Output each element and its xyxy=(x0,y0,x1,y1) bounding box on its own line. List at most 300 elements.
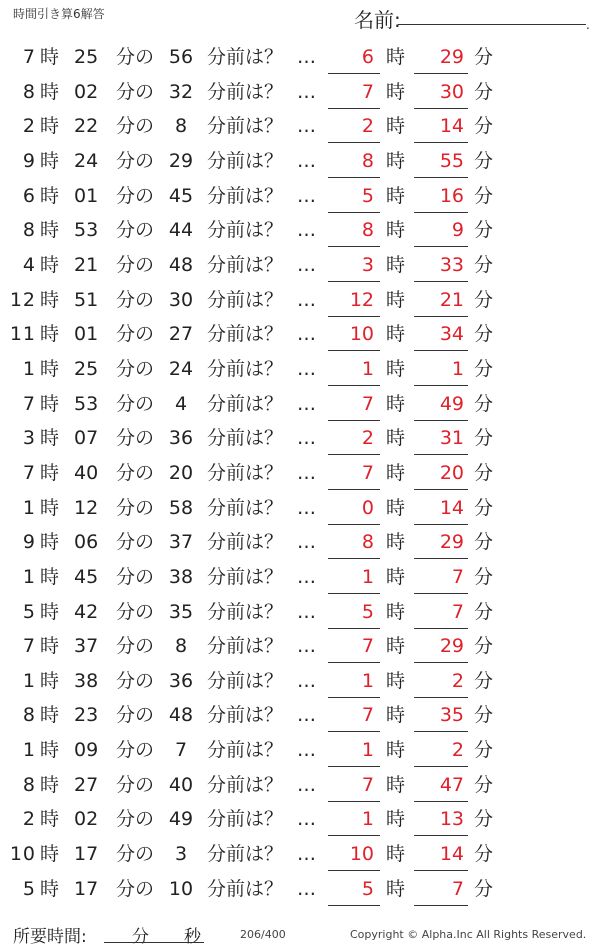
problem-minutes-before: 8 xyxy=(174,115,188,138)
minutes-before-label: 分前は？ xyxy=(207,80,284,103)
answer-hour: 6 xyxy=(361,46,374,68)
minute-of-label: 分の xyxy=(116,46,155,68)
problem-minutes-before: 58 xyxy=(168,496,194,519)
answer-minute-label: 分 xyxy=(474,46,494,68)
problem-minute: 22 xyxy=(74,115,99,138)
problem-hour: 7 xyxy=(22,635,36,658)
minute-of-label: 分の xyxy=(116,669,155,692)
answer-minute: 2 xyxy=(451,669,464,692)
answer-hour-label: 時 xyxy=(386,704,406,727)
answer-minute-label: 分 xyxy=(474,565,494,588)
problem-minutes-before: 36 xyxy=(168,427,194,450)
answer-minute: 9 xyxy=(451,219,464,242)
hour-label: 時 xyxy=(40,565,60,588)
problem-minute: 27 xyxy=(74,773,99,796)
hour-label: 時 xyxy=(40,357,60,380)
answer-minute-blank[interactable] xyxy=(414,905,468,906)
minute-of-label: 分の xyxy=(116,149,155,172)
answer-minute: 7 xyxy=(451,600,464,623)
problem-list xyxy=(0,40,600,906)
answer-hour: 1 xyxy=(361,357,374,380)
hour-label: 時 xyxy=(40,80,60,103)
answer-hour-label: 時 xyxy=(386,149,406,172)
ellipsis: … xyxy=(297,149,316,172)
answer-hour-label: 時 xyxy=(386,392,406,415)
problem-row xyxy=(0,733,600,768)
problem-hour: 8 xyxy=(22,773,36,796)
answer-hour-label: 時 xyxy=(386,843,406,866)
answer-hour: 2 xyxy=(361,427,374,450)
minutes-before-label: 分前は？ xyxy=(207,288,284,311)
problem-minute: 12 xyxy=(74,496,99,519)
minutes-before-label: 分前は？ xyxy=(207,704,284,727)
problem-minutes-before: 48 xyxy=(168,704,194,727)
ellipsis: … xyxy=(297,877,316,900)
problem-minute: 07 xyxy=(74,427,99,450)
problem-row xyxy=(0,317,600,352)
answer-hour-label: 時 xyxy=(386,496,406,519)
answer-hour-label: 時 xyxy=(386,357,406,380)
answer-hour-label: 時 xyxy=(386,46,406,68)
required-time-blank[interactable] xyxy=(104,942,204,943)
problem-minutes-before: 44 xyxy=(168,219,194,242)
problem-row xyxy=(0,698,600,733)
minute-of-label: 分の xyxy=(116,80,155,103)
hour-label: 時 xyxy=(40,843,60,866)
answer-hour: 1 xyxy=(361,808,374,831)
answer-minute: 7 xyxy=(451,877,464,900)
ellipsis: … xyxy=(297,461,316,484)
answer-hour: 8 xyxy=(361,149,374,172)
problem-minute: 45 xyxy=(74,565,99,588)
answer-hour-label: 時 xyxy=(386,877,406,900)
answer-hour-blank[interactable] xyxy=(328,905,380,906)
problem-row xyxy=(0,144,600,179)
ellipsis: … xyxy=(297,669,316,692)
minute-of-label: 分の xyxy=(116,531,155,554)
answer-hour-label: 時 xyxy=(386,600,406,623)
hour-label: 時 xyxy=(40,773,60,796)
minute-of-label: 分の xyxy=(116,496,155,519)
answer-minute: 47 xyxy=(439,773,464,796)
hour-label: 時 xyxy=(40,739,60,762)
hour-label: 時 xyxy=(40,253,60,276)
hour-label: 時 xyxy=(40,496,60,519)
problem-hour: 7 xyxy=(22,392,36,415)
problem-minute: 25 xyxy=(74,46,99,68)
problem-row xyxy=(0,248,600,283)
problem-hour: 1 xyxy=(22,496,36,519)
minute-of-label: 分の xyxy=(116,739,155,762)
required-time-label: 所要時間: xyxy=(13,927,87,947)
problem-minutes-before: 32 xyxy=(168,80,194,103)
problem-row xyxy=(0,421,600,456)
problem-minute: 53 xyxy=(74,392,99,415)
ellipsis: … xyxy=(297,531,316,554)
problem-hour: 5 xyxy=(22,600,36,623)
problem-row xyxy=(0,560,600,595)
answer-minute-label: 分 xyxy=(474,392,494,415)
answer-hour-label: 時 xyxy=(386,253,406,276)
answer-hour-label: 時 xyxy=(386,739,406,762)
problem-minute: 17 xyxy=(74,877,99,900)
answer-minute: 34 xyxy=(439,323,464,346)
required-seconds-unit: 秒 xyxy=(184,927,201,947)
problem-row xyxy=(0,387,600,422)
problem-minutes-before: 8 xyxy=(174,635,188,658)
answer-minute-label: 分 xyxy=(474,149,494,172)
problem-minutes-before: 45 xyxy=(168,184,194,207)
answer-hour-label: 時 xyxy=(386,531,406,554)
minute-of-label: 分の xyxy=(116,600,155,623)
problem-row xyxy=(0,664,600,699)
answer-minute-label: 分 xyxy=(474,600,494,623)
hour-label: 時 xyxy=(40,115,60,138)
answer-minute-label: 分 xyxy=(474,184,494,207)
problem-minute: 17 xyxy=(74,843,99,866)
footer xyxy=(0,922,600,946)
problem-minute: 24 xyxy=(74,149,99,172)
problem-minutes-before: 24 xyxy=(168,357,194,380)
answer-minute: 29 xyxy=(439,46,464,68)
ellipsis: … xyxy=(297,80,316,103)
problem-minutes-before: 3 xyxy=(174,843,188,866)
answer-minute-label: 分 xyxy=(474,80,494,103)
hour-label: 時 xyxy=(40,184,60,207)
problem-minute: 37 xyxy=(74,635,99,658)
answer-hour: 5 xyxy=(361,877,374,900)
answer-minute-label: 分 xyxy=(474,357,494,380)
minute-of-label: 分の xyxy=(116,565,155,588)
hour-label: 時 xyxy=(40,392,60,415)
problem-minutes-before: 49 xyxy=(168,808,194,831)
problem-row xyxy=(0,352,600,387)
problem-row xyxy=(0,179,600,214)
problem-hour: 7 xyxy=(22,46,36,68)
minutes-before-label: 分前は？ xyxy=(207,357,284,380)
hour-label: 時 xyxy=(40,323,60,346)
ellipsis: … xyxy=(297,253,316,276)
name-dot: . xyxy=(586,18,590,32)
problem-row xyxy=(0,629,600,664)
ellipsis: … xyxy=(297,773,316,796)
problem-minute: 06 xyxy=(74,531,99,554)
problem-hour: 6 xyxy=(22,184,36,207)
answer-minute-label: 分 xyxy=(474,115,494,138)
hour-label: 時 xyxy=(40,531,60,554)
answer-hour: 7 xyxy=(361,392,374,415)
answer-hour: 12 xyxy=(349,288,374,311)
minutes-before-label: 分前は？ xyxy=(207,877,284,900)
problem-minute: 21 xyxy=(74,253,99,276)
minute-of-label: 分の xyxy=(116,115,155,138)
problem-minutes-before: 38 xyxy=(168,565,194,588)
answer-hour-label: 時 xyxy=(386,773,406,796)
name-blank-line[interactable] xyxy=(398,24,586,25)
answer-hour: 0 xyxy=(361,496,374,519)
answer-minute-label: 分 xyxy=(474,635,494,658)
problem-hour: 9 xyxy=(22,149,36,172)
problem-minute: 51 xyxy=(74,288,99,311)
ellipsis: … xyxy=(297,184,316,207)
problem-hour: 1 xyxy=(22,669,36,692)
minutes-before-label: 分前は？ xyxy=(207,427,284,450)
ellipsis: … xyxy=(297,219,316,242)
answer-hour-label: 時 xyxy=(386,635,406,658)
ellipsis: … xyxy=(297,739,316,762)
answer-hour: 7 xyxy=(361,773,374,796)
answer-hour: 7 xyxy=(361,80,374,103)
minutes-before-label: 分前は？ xyxy=(207,669,284,692)
minutes-before-label: 分前は？ xyxy=(207,461,284,484)
answer-hour: 1 xyxy=(361,739,374,762)
answer-minute: 16 xyxy=(439,184,464,207)
problem-hour: 11 xyxy=(9,323,36,346)
minutes-before-label: 分前は？ xyxy=(207,219,284,242)
answer-hour: 3 xyxy=(361,253,374,276)
problem-row xyxy=(0,872,600,907)
ellipsis: … xyxy=(297,323,316,346)
answer-minute: 29 xyxy=(439,635,464,658)
required-minutes-unit: 分 xyxy=(132,927,149,947)
answer-hour-label: 時 xyxy=(386,323,406,346)
problem-minutes-before: 27 xyxy=(168,323,194,346)
problem-hour: 8 xyxy=(22,704,36,727)
minutes-before-label: 分前は？ xyxy=(207,496,284,519)
minutes-before-label: 分前は？ xyxy=(207,46,284,68)
problem-row xyxy=(0,75,600,110)
minutes-before-label: 分前は？ xyxy=(207,773,284,796)
hour-label: 時 xyxy=(40,461,60,484)
answer-hour-label: 時 xyxy=(386,427,406,450)
hour-label: 時 xyxy=(40,669,60,692)
problem-minutes-before: 56 xyxy=(168,46,194,68)
minutes-before-label: 分前は？ xyxy=(207,253,284,276)
ellipsis: … xyxy=(297,288,316,311)
problem-minute: 42 xyxy=(74,600,99,623)
answer-minute-label: 分 xyxy=(474,323,494,346)
answer-hour: 8 xyxy=(361,531,374,554)
problem-row xyxy=(0,525,600,560)
minutes-before-label: 分前は？ xyxy=(207,843,284,866)
problem-row xyxy=(0,802,600,837)
answer-hour-label: 時 xyxy=(386,184,406,207)
problem-row xyxy=(0,213,600,248)
minute-of-label: 分の xyxy=(116,357,155,380)
answer-hour: 10 xyxy=(349,323,374,346)
ellipsis: … xyxy=(297,427,316,450)
answer-hour-label: 時 xyxy=(386,80,406,103)
minutes-before-label: 分前は？ xyxy=(207,565,284,588)
minute-of-label: 分の xyxy=(116,704,155,727)
answer-hour: 1 xyxy=(361,669,374,692)
minutes-before-label: 分前は？ xyxy=(207,739,284,762)
answer-hour-label: 時 xyxy=(386,115,406,138)
minute-of-label: 分の xyxy=(116,184,155,207)
problem-minutes-before: 48 xyxy=(168,253,194,276)
problem-row xyxy=(0,283,600,318)
problem-minute: 01 xyxy=(74,184,99,207)
answer-minute: 31 xyxy=(439,427,464,450)
answer-minute: 14 xyxy=(439,115,464,138)
minute-of-label: 分の xyxy=(116,808,155,831)
problem-hour: 7 xyxy=(22,461,36,484)
answer-minute: 1 xyxy=(451,357,464,380)
answer-minute-label: 分 xyxy=(474,427,494,450)
answer-hour: 10 xyxy=(349,843,374,866)
answer-minute-label: 分 xyxy=(474,496,494,519)
answer-minute-label: 分 xyxy=(474,808,494,831)
ellipsis: … xyxy=(297,46,316,68)
minute-of-label: 分の xyxy=(116,427,155,450)
ellipsis: … xyxy=(297,635,316,658)
minute-of-label: 分の xyxy=(116,843,155,866)
answer-minute: 2 xyxy=(451,739,464,762)
ellipsis: … xyxy=(297,704,316,727)
answer-hour-label: 時 xyxy=(386,288,406,311)
answer-minute: 21 xyxy=(439,288,464,311)
hour-label: 時 xyxy=(40,46,60,68)
problem-hour: 1 xyxy=(22,357,36,380)
answer-minute-label: 分 xyxy=(474,739,494,762)
minute-of-label: 分の xyxy=(116,288,155,311)
minute-of-label: 分の xyxy=(116,253,155,276)
answer-minute-label: 分 xyxy=(474,843,494,866)
hour-label: 時 xyxy=(40,635,60,658)
ellipsis: … xyxy=(297,392,316,415)
minutes-before-label: 分前は？ xyxy=(207,808,284,831)
ellipsis: … xyxy=(297,808,316,831)
answer-minute-label: 分 xyxy=(474,704,494,727)
answer-hour-label: 時 xyxy=(386,669,406,692)
answer-minute-label: 分 xyxy=(474,219,494,242)
answer-hour-label: 時 xyxy=(386,808,406,831)
problem-minutes-before: 29 xyxy=(168,149,194,172)
answer-minute: 55 xyxy=(439,149,464,172)
problem-minutes-before: 30 xyxy=(168,288,194,311)
minutes-before-label: 分前は？ xyxy=(207,392,284,415)
answer-minute-label: 分 xyxy=(474,773,494,796)
minutes-before-label: 分前は？ xyxy=(207,115,284,138)
problem-row xyxy=(0,40,600,75)
problem-minutes-before: 20 xyxy=(168,461,194,484)
minute-of-label: 分の xyxy=(116,773,155,796)
ellipsis: … xyxy=(297,600,316,623)
ellipsis: … xyxy=(297,565,316,588)
problem-minute: 25 xyxy=(74,357,99,380)
hour-label: 時 xyxy=(40,808,60,831)
answer-hour-label: 時 xyxy=(386,219,406,242)
answer-minute-label: 分 xyxy=(474,669,494,692)
minutes-before-label: 分前は？ xyxy=(207,600,284,623)
problem-minutes-before: 7 xyxy=(174,739,188,762)
page-number: 206/400 xyxy=(240,928,286,941)
minutes-before-label: 分前は？ xyxy=(207,531,284,554)
problem-row xyxy=(0,456,600,491)
minutes-before-label: 分前は？ xyxy=(207,323,284,346)
minute-of-label: 分の xyxy=(116,461,155,484)
copyright: Copyright © Alpha.Inc All Rights Reserved. xyxy=(350,928,587,941)
answer-minute: 13 xyxy=(439,808,464,831)
problem-minutes-before: 37 xyxy=(168,531,194,554)
problem-minutes-before: 36 xyxy=(168,669,194,692)
problem-minutes-before: 35 xyxy=(168,600,194,623)
problem-minutes-before: 10 xyxy=(168,877,194,900)
answer-hour: 7 xyxy=(361,461,374,484)
hour-label: 時 xyxy=(40,704,60,727)
minute-of-label: 分の xyxy=(116,392,155,415)
problem-row xyxy=(0,491,600,526)
problem-minutes-before: 4 xyxy=(174,392,188,415)
answer-minute-label: 分 xyxy=(474,461,494,484)
problem-hour: 8 xyxy=(22,80,36,103)
problem-minute: 02 xyxy=(74,80,99,103)
problem-hour: 8 xyxy=(22,219,36,242)
problem-hour: 1 xyxy=(22,565,36,588)
problem-hour: 2 xyxy=(22,808,36,831)
answer-minute-label: 分 xyxy=(474,253,494,276)
answer-hour-label: 時 xyxy=(386,461,406,484)
hour-label: 時 xyxy=(40,219,60,242)
answer-minute: 20 xyxy=(439,461,464,484)
problem-hour: 1 xyxy=(22,739,36,762)
problem-minute: 02 xyxy=(74,808,99,831)
problem-row xyxy=(0,768,600,803)
ellipsis: … xyxy=(297,115,316,138)
problem-hour: 9 xyxy=(22,531,36,554)
problem-row xyxy=(0,109,600,144)
answer-minute-label: 分 xyxy=(474,531,494,554)
answer-hour-label: 時 xyxy=(386,565,406,588)
problem-minute: 38 xyxy=(74,669,99,692)
problem-hour: 12 xyxy=(9,288,36,311)
ellipsis: … xyxy=(297,357,316,380)
hour-label: 時 xyxy=(40,427,60,450)
answer-minute: 35 xyxy=(439,704,464,727)
minutes-before-label: 分前は？ xyxy=(207,635,284,658)
minute-of-label: 分の xyxy=(116,635,155,658)
problem-row xyxy=(0,595,600,630)
hour-label: 時 xyxy=(40,149,60,172)
hour-label: 時 xyxy=(40,288,60,311)
answer-minute: 49 xyxy=(439,392,464,415)
hour-label: 時 xyxy=(40,600,60,623)
answer-hour: 7 xyxy=(361,704,374,727)
problem-minutes-before: 40 xyxy=(168,773,194,796)
answer-minute: 30 xyxy=(439,80,464,103)
problem-hour: 3 xyxy=(22,427,36,450)
answer-hour: 1 xyxy=(361,565,374,588)
answer-minute-label: 分 xyxy=(474,288,494,311)
minute-of-label: 分の xyxy=(116,877,155,900)
problem-minute: 23 xyxy=(74,704,99,727)
minute-of-label: 分の xyxy=(116,323,155,346)
ellipsis: … xyxy=(297,496,316,519)
ellipsis: … xyxy=(297,843,316,866)
answer-minute: 14 xyxy=(439,843,464,866)
problem-hour: 4 xyxy=(22,253,36,276)
worksheet-title: 時間引き算6解答 xyxy=(13,7,105,21)
problem-hour: 5 xyxy=(22,877,36,900)
answer-minute-label: 分 xyxy=(474,877,494,900)
minutes-before-label: 分前は？ xyxy=(207,149,284,172)
problem-row xyxy=(0,837,600,872)
answer-hour: 5 xyxy=(361,600,374,623)
answer-minute: 7 xyxy=(451,565,464,588)
problem-minute: 09 xyxy=(74,739,99,762)
hour-label: 時 xyxy=(40,877,60,900)
name-label: 名前: xyxy=(354,8,401,32)
